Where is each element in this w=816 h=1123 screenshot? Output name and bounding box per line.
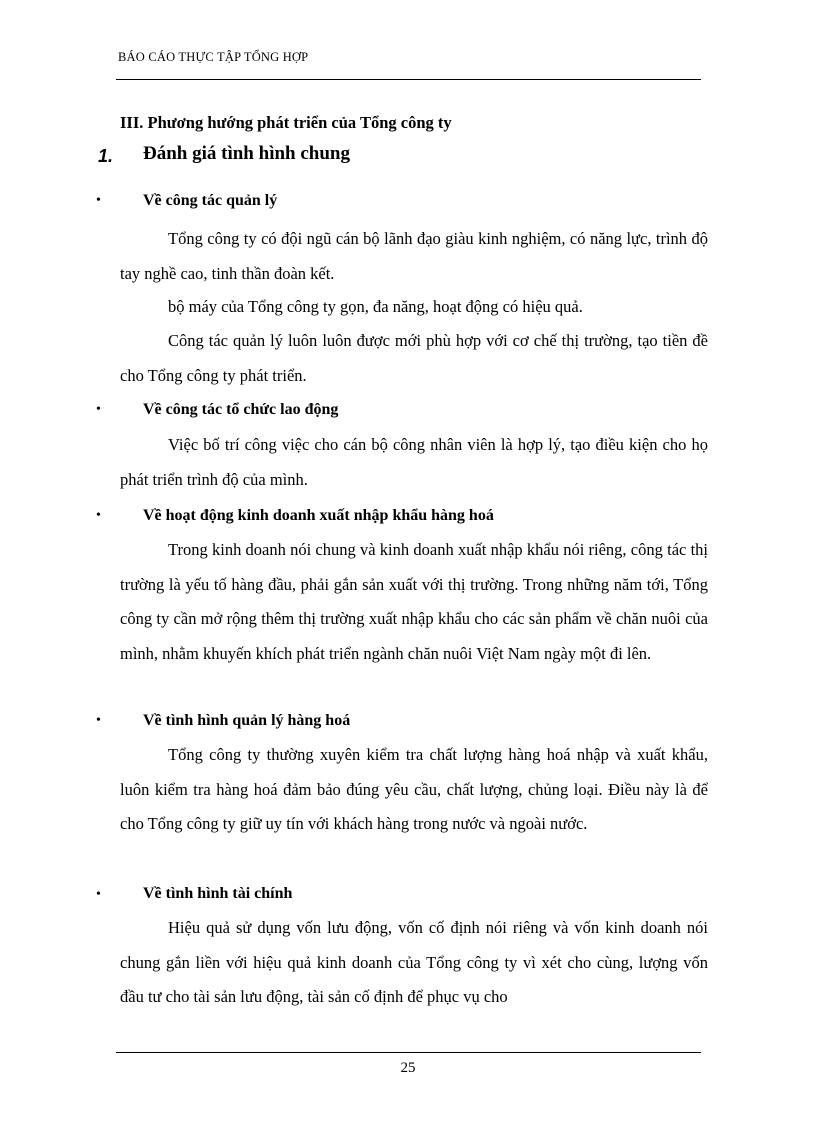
- paragraph: Trong kinh doanh nói chung và kinh doanh xuất nhập khẩu nói riêng, công tác thị trường là yếu tố hàng đầu, phải gắn sản xuất với thị trường. Trong những năm tới, Tổng công ty cần mở rộng thêm thị trường xuất nhập khẩu cho các sản phẩm về chăn nuôi của mình, nhằm khuyến khích phát triển ngành chăn nuôi Việt Nam ngày một đi lên.: [120, 540, 708, 663]
- bullet-icon: •: [96, 193, 101, 208]
- heading-number: 1.: [98, 146, 114, 166]
- section-title: III. Phương hướng phát triển của Tổng công ty: [120, 113, 452, 132]
- paragraph: Tổng công ty thường xuyên kiểm tra chất lượng hàng hoá nhập và xuất khẩu, luôn kiểm tra hàng hoá đảm bảo đúng yêu cầu, chất lượng, chủng loại. Điều này là để cho Tổng công ty giữ uy tín với khách hàng trong nước và ngoài nước.: [120, 745, 708, 833]
- bullet-icon: •: [96, 887, 101, 902]
- page-number: 25: [400, 1060, 416, 1076]
- subheading: Về công tác tổ chức lao động: [143, 401, 339, 418]
- paragraph: Hiệu quả sử dụng vốn lưu động, vốn cố định nói riêng và vốn kinh doanh nói chung gắn liền với hiệu quả kinh doanh của Tổng công ty vì xét cho cùng, lượng vốn đầu tư cho tài sản lưu động, tài sản cố định để phục vụ cho: [120, 918, 708, 1006]
- heading-title: Đánh giá tình hình chung: [143, 143, 350, 164]
- paragraph: Tổng công ty có đội ngũ cán bộ lãnh đạo giàu kinh nghiệm, có năng lực, trình độ tay nghề cao, tinh thần đoàn kết.: [120, 229, 708, 283]
- bullet-icon: •: [96, 402, 101, 417]
- subheading: Về hoạt động kinh doanh xuất nhập khẩu hàng hoá: [143, 507, 494, 524]
- header-rule: [116, 79, 701, 80]
- paragraph: Việc bố trí công việc cho cán bộ công nhân viên là hợp lý, tạo điều kiện cho họ phát triển trình độ của mình.: [120, 435, 708, 489]
- page-header: BÁO CÁO THỰC TẬP TỔNG HỢP: [118, 50, 309, 64]
- subheading: Về công tác quản lý: [143, 192, 278, 209]
- paragraph: bộ máy của Tổng công ty gọn, đa năng, hoạt động có hiệu quả.: [168, 297, 583, 316]
- bullet-icon: •: [96, 508, 101, 523]
- paragraph: Công tác quản lý luôn luôn được mới phù hợp với cơ chế thị trường, tạo tiền đề cho Tổng công ty phát triển.: [120, 331, 708, 385]
- subheading: Về tình hình quản lý hàng hoá: [143, 712, 351, 729]
- subheading: Về tình hình tài chính: [143, 885, 293, 902]
- bullet-icon: •: [96, 713, 101, 728]
- footer-rule: [116, 1052, 701, 1053]
